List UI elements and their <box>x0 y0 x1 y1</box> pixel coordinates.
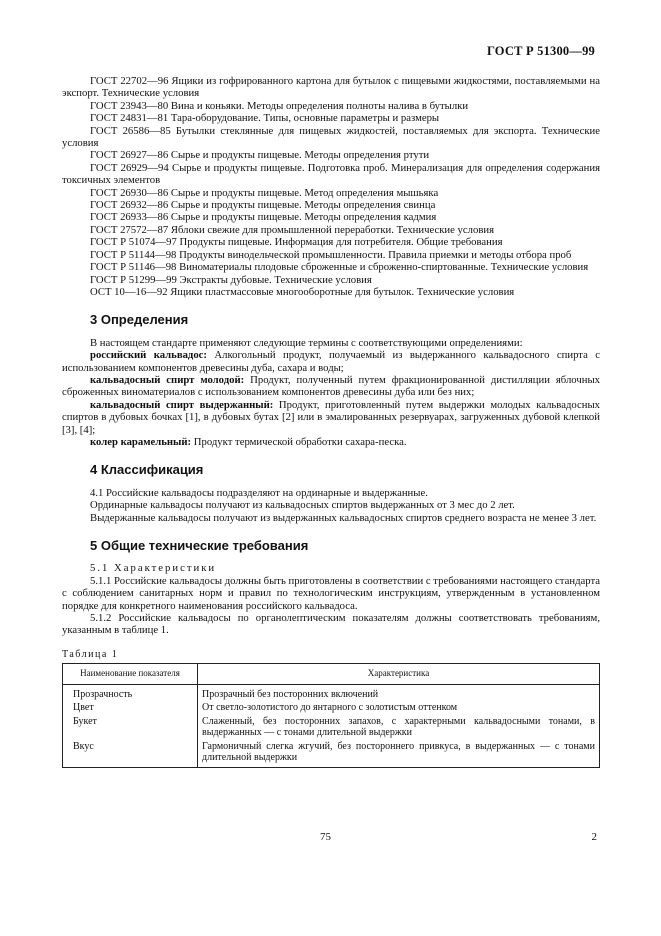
definition-item <box>62 349 600 374</box>
definition-text: Продукт, приготовленный путем выдержки молодых кальвадосных спиртов в дубовых бочках [1], в дубовых бутах [2] или в эмалированных резервуарах, загруженных дубовой клепкой [3], [4]; <box>62 398 600 436</box>
reference-item: ОСТ 10—16—92 Ящики пластмассовые многооборотные для бутылок. Технические условия <box>90 285 515 298</box>
definition-item <box>62 436 600 448</box>
indicator-name: Цвет <box>63 701 198 715</box>
definition-text: Продукт, полученный путем фракционированной дистилляции яблочных сброженных виноматериалов с использованием компонентов древесины дуба или без них; <box>62 373 600 399</box>
classification-paragraph: Выдержанные кальвадосы получают из выдержанных кальвадосных спиртов среднего возраста не менее 3 лет. <box>90 511 597 524</box>
definition-text: Продукт термической обработки сахара-песка. <box>191 435 407 448</box>
definition-term: колер карамельный: <box>90 435 192 448</box>
page-content <box>62 75 600 768</box>
indicator-value: От светло-золотистого до янтарного с золотистым оттенком <box>198 701 600 715</box>
definition-term: кальвадосный спирт молодой: <box>90 373 245 386</box>
reference-item: ГОСТ 22702—96 Ящики из гофрированного картона для бутылок с пищевыми жидкостями, поставляемыми на экспорт. Технические условия <box>62 75 600 100</box>
references-list <box>62 75 600 298</box>
indicator-value: Гармоничный слегка жгучий, без постороннего привкуса, в выдержанных — с тонами длительной выдержки <box>198 740 600 768</box>
table-row <box>63 701 600 715</box>
indicator-name: Прозрачность <box>63 684 198 701</box>
indicator-value: Слаженный, без посторонних запахов, с характерными кальвадосными тонами, в выдержанных — с тонами длительной выдержки <box>198 715 600 740</box>
reference-item: ГОСТ Р 51144—98 Продукты винодельческой промышленности. Правила приемки и методы отбора проб <box>90 248 572 261</box>
standard-header: ГОСТ Р 51300—99 <box>486 44 595 58</box>
section-3-title: 3 Определения <box>90 312 189 328</box>
table-row <box>63 715 600 740</box>
reference-item: ГОСТ 26930—86 Сырье и продукты пищевые. Метод определения мышьяка <box>90 186 439 199</box>
reference-item: ГОСТ 26929—94 Сырье и продукты пищевые. Подготовка проб. Минерализация для определения содержания токсичных элементов <box>62 161 600 187</box>
section-4-title: 4 Классификация <box>90 462 204 478</box>
reference-item: ГОСТ Р 51074—97 Продукты пищевые. Информация для потребителя. Общие требования <box>90 236 503 249</box>
requirements-paragraph: 5.1.1 Российские кальвадосы должны быть приготовлены в соответствии с требованиями настоящего стандарта с соблюдением санитарных норм и правил по технологическим инструкциям, утвержденным в установленном порядке для конкретного наименования российского кальвадоса. <box>62 574 600 612</box>
reference-item: ГОСТ Р 51299—99 Экстракты дубовые. Технические условия <box>90 273 372 286</box>
definition-term: кальвадосный спирт выдержанный: <box>90 398 274 411</box>
column-header: Наименование показателя <box>63 664 198 685</box>
characteristics-subtitle: 5.1 Характеристики <box>90 562 217 575</box>
indicator-name: Вкус <box>63 740 198 768</box>
reference-item: ГОСТ 26927—86 Сырье и продукты пищевые. Методы определения ртути <box>90 149 430 162</box>
reference-item: ГОСТ 26933—86 Сырье и продукты пищевые. Методы определения кадмия <box>90 211 437 224</box>
table-header-row <box>63 664 600 685</box>
reference-item: ГОСТ 26932—86 Сырье и продукты пищевые. Методы определения свинца <box>90 199 436 212</box>
reference-item: ГОСТ 23943—80 Вина и коньяки. Методы определения полноты налива в бутылки <box>90 99 469 112</box>
definition-item <box>62 374 600 399</box>
table-row <box>63 740 600 768</box>
table-caption: Таблица 1 <box>62 648 119 660</box>
indicator-value: Прозрачный без посторонних включений <box>198 684 600 701</box>
reference-item: ГОСТ 27572—87 Яблоки свежие для промышленной переработки. Технические условия <box>90 223 495 236</box>
column-header: Характеристика <box>198 664 600 685</box>
definition-item <box>62 399 600 436</box>
definition-term: российский кальвадос: <box>90 349 207 362</box>
requirements-paragraph: 5.1.2 Российские кальвадосы по органолептическим показателям должны соответствовать требованиям, указанным в таблице 1. <box>62 612 600 637</box>
definitions-intro: В настоящем стандарте применяют следующие термины с соответствующими определениями: <box>90 336 523 349</box>
sheet-number: 2 <box>591 831 597 843</box>
classification-paragraph: Ординарные кальвадосы получают из кальвадосных спиртов выдержанных от 3 мес до 2 лет. <box>90 499 515 512</box>
indicator-name: Букет <box>63 715 198 740</box>
page-number: 75 <box>320 831 331 843</box>
definition-text: Алкогольный продукт, получаемый из выдержанного кальвадосного спирта с использованием компонентов древесины дуба, сахара и воды; <box>62 349 600 374</box>
table-row <box>63 684 600 701</box>
reference-item: ГОСТ Р 51146—98 Виноматериалы плодовые сброженные и сброженно-спиртованные. Технические условия <box>90 261 589 274</box>
reference-item: ГОСТ 26586—85 Бутылки стеклянные для пищевых жидкостей, поставляемых для экспорта. Технические условия <box>62 124 600 150</box>
reference-item: ГОСТ 24831—81 Тара-оборудование. Типы, основные параметры и размеры <box>90 112 440 125</box>
organoleptic-table <box>62 663 600 768</box>
classification-paragraph: 4.1 Российские кальвадосы подразделяют на ординарные и выдержанные. <box>90 486 428 499</box>
section-5-title: 5 Общие технические требования <box>90 538 309 553</box>
